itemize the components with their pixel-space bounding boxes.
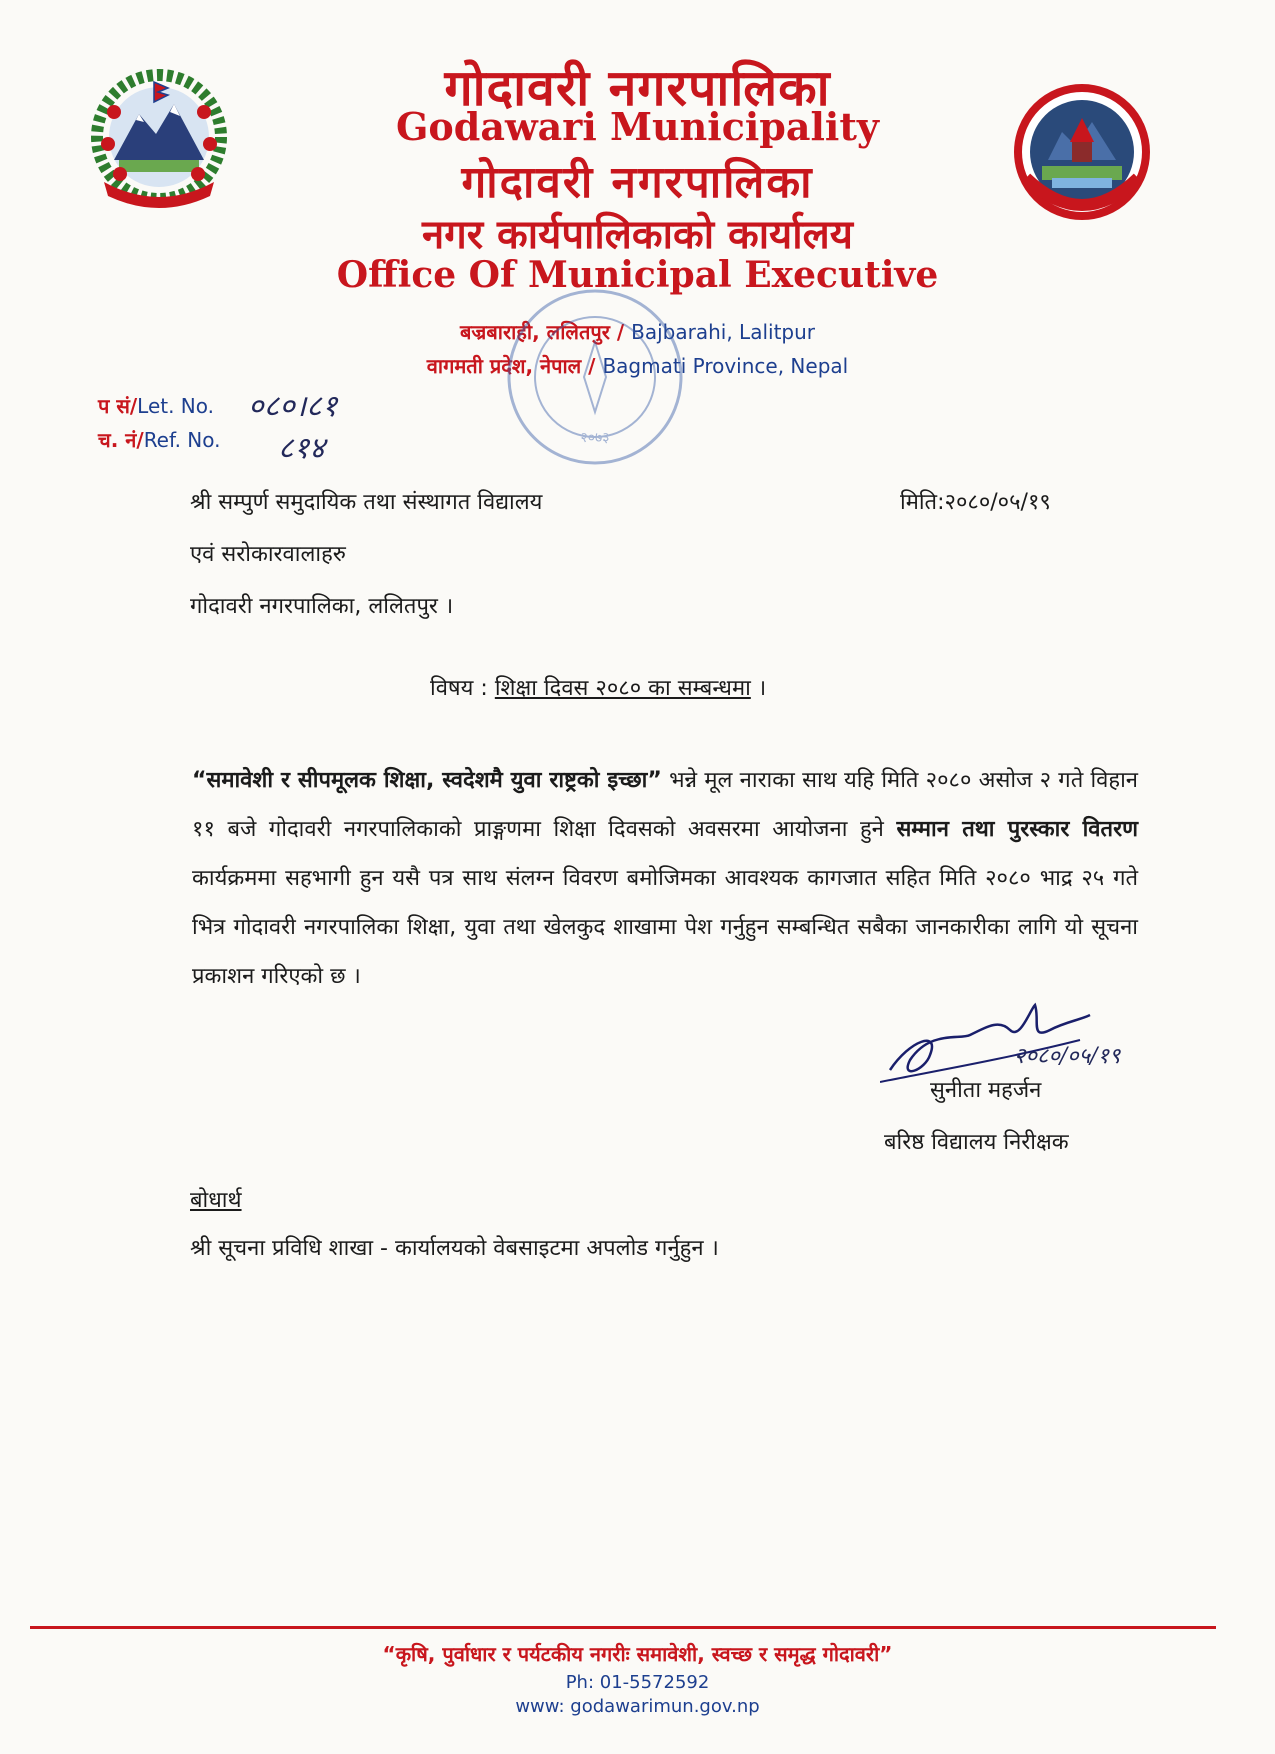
reference-number-value: ८१४ [278,431,325,466]
office-name-np: नगर कार्यपालिकाको कार्यालय [422,212,853,258]
subject-line: विषय : शिक्षा दिवस २०८० का सम्बन्धमा । [430,676,767,701]
address-np-1: बज्रबाराही, ललितपुर [459,320,610,344]
signatory-name: सुनीता महर्जन [930,1078,1042,1103]
municipality-name-newari: गोदावरी नगरपालिका [461,157,814,208]
address-en-1: Bajbarahi, Lalitpur [631,320,815,344]
reference-number: च. नं/Ref. No. [98,428,221,452]
letter-number: प सं/Let. No. [98,394,215,418]
letter-date: मिति:२०८०/०५/१९ [900,490,1051,515]
subject-text: शिक्षा दिवस २०८० का सम्बन्धमा [494,676,751,701]
footer-slogan: “कृषि, पुर्वाधार र पर्यटकीय नगरीः समावेशी, स्वच्छ र समृद्ध गोदावरी” [382,1642,893,1666]
municipality-name-en: Godawari Municipality [395,104,880,149]
signature-date: २०८०/०५/१९ [1014,1044,1121,1069]
footer-website: www: godawarimun.gov.np [515,1696,760,1717]
address-line-1: बज्रबाराही, ललितपुर / Bajbarahi, Lalitpur [459,320,815,344]
address-np-2: वागमती प्रदेश, नेपाल [426,354,582,378]
address-en-2: Bagmati Province, Nepal [602,354,849,378]
address-line-2: वागमती प्रदेश, नेपाल / Bagmati Province, Nepal [426,354,849,378]
body-part-1: भन्ने मूल नाराका साथ यहि मिति २०८० असोज २ गते विहान ११ बजे गोदावरी नगरपालिकाको प्राङ्गणमा शिक्षा दिवसको अवसरमा आयोजना हुने [192,768,1138,842]
office-name-en: Office Of Municipal Executive [336,254,939,296]
body-slogan: “समावेशी र सीपमूलक शिक्षा, स्वदेशमै युवा राष्ट्रको इच्छा” [192,768,662,793]
cc-heading: बोधार्थ [190,1188,242,1213]
recipient-line-3: गोदावरी नगरपालिका, ललितपुर । [190,594,454,619]
cc-line: श्री सूचना प्रविधि शाखा - कार्यालयको वेबसाइटमा अपलोड गर्नुहुन । [190,1236,719,1261]
subject-label: विषय : [430,676,488,701]
stamp-year: २०७३ [580,430,610,446]
recipient-line-2: एवं सरोकारवालाहरु [190,542,346,567]
footer-phone: Ph: 01-5572592 [565,1672,710,1693]
municipality-name-np: गोदावरी नगरपालिका [444,59,831,117]
footer-divider [30,1626,1216,1629]
body-part-2: कार्यक्रममा सहभागी हुन यसै पत्र साथ संलग्न विवरण बमोजिमका आवश्यक कागजात सहित मिति २०८० भाद्र २५ गते भित्र गोदावरी नगरपालिका शिक्षा, युवा तथा खेलकुद शाखामा पेश गर्नुहुन सम्बन्धित सबैका जानकारीका लागि यो सूचना प्रकाशन गरिएको छ । [192,866,1138,989]
letter-number-value: ०८०।८१ [248,389,338,424]
signatory-designation: बरिष्ठ विद्यालय निरीक्षक [884,1130,1069,1155]
body-bold-phrase: सम्मान तथा पुरस्कार वितरण [896,817,1138,842]
body-paragraph [192,756,1138,1001]
office-stamp [500,282,690,472]
recipient-line-1: श्री सम्पुर्ण समुदायिक तथा संस्थागत विद्यालय [190,490,543,515]
